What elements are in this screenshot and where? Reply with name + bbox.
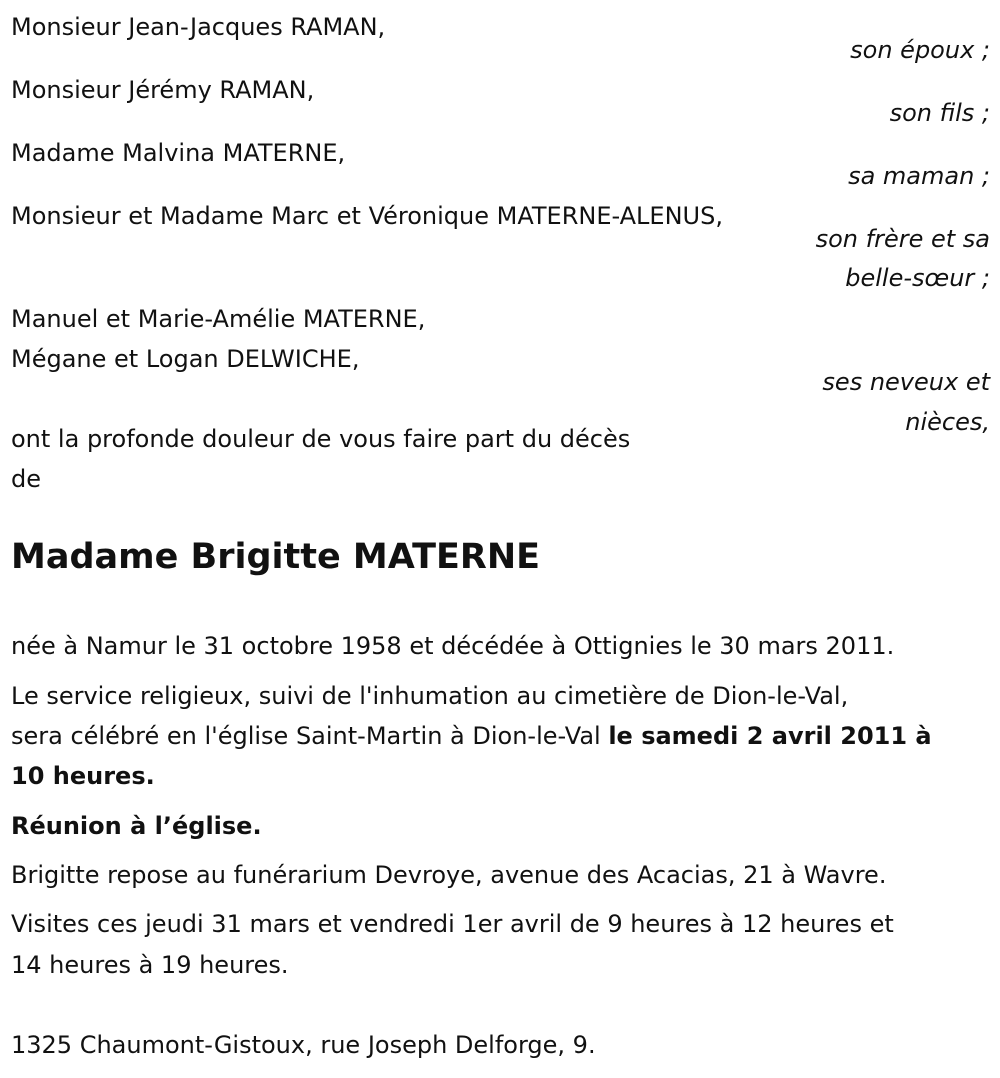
address-line: 1325 Chaumont-Gistoux, rue Joseph Delforge, 9. (11, 1031, 596, 1059)
service-line-1: Le service religieux, suivi de l'inhumation au cimetière de Dion-le-Val, (11, 682, 849, 710)
announcement-line-2: de (11, 465, 41, 493)
service-time-bold: 10 heures. (11, 762, 155, 790)
birth-death-line: née à Namur le 31 octobre 1958 et décédée à Ottignies le 30 mars 2011. (11, 632, 895, 660)
visits-line-2: 14 heures à 19 heures. (11, 951, 289, 979)
nephew-name-1: Manuel et Marie-Amélie MATERNE, (11, 305, 426, 333)
brother-relation-line-2: belle-sœur ; (845, 264, 990, 292)
deceased-name: Madame Brigitte MATERNE (11, 537, 541, 577)
announcement-line-1: ont la profonde douleur de vous faire part du décès (11, 425, 631, 453)
nephews-relation-line-1: ses neveux et (822, 368, 990, 396)
service-line-3 (11, 764, 155, 788)
brother-name: Monsieur et Madame Marc et Véronique MATERNE-ALENUS, (11, 202, 723, 230)
service-line-2-text: sera célébré en l'église Saint-Martin à Dion-le-Val (11, 722, 609, 750)
mother-name: Madame Malvina MATERNE, (11, 139, 346, 167)
nephews-relation-line-2: nièces, (905, 408, 990, 436)
rest-line: Brigitte repose au funérarium Devroye, avenue des Acacias, 21 à Wavre. (11, 861, 887, 889)
nephew-name-2: Mégane et Logan DELWICHE, (11, 345, 360, 373)
son-relation: son fils ; (889, 99, 990, 127)
service-date-bold: le samedi 2 avril 2011 à (608, 722, 932, 750)
reunion-line (11, 814, 262, 838)
reunion-bold: Réunion à l’église. (11, 812, 262, 840)
son-name: Monsieur Jérémy RAMAN, (11, 76, 315, 104)
spouse-relation: son époux ; (850, 36, 990, 64)
mother-relation: sa maman ; (848, 162, 990, 190)
brother-relation-line-1: son frère et sa (815, 225, 990, 253)
service-line-2 (11, 724, 932, 748)
spouse-name: Monsieur Jean-Jacques RAMAN, (11, 13, 386, 41)
visits-line-1: Visites ces jeudi 31 mars et vendredi 1er avril de 9 heures à 12 heures et (11, 910, 894, 938)
